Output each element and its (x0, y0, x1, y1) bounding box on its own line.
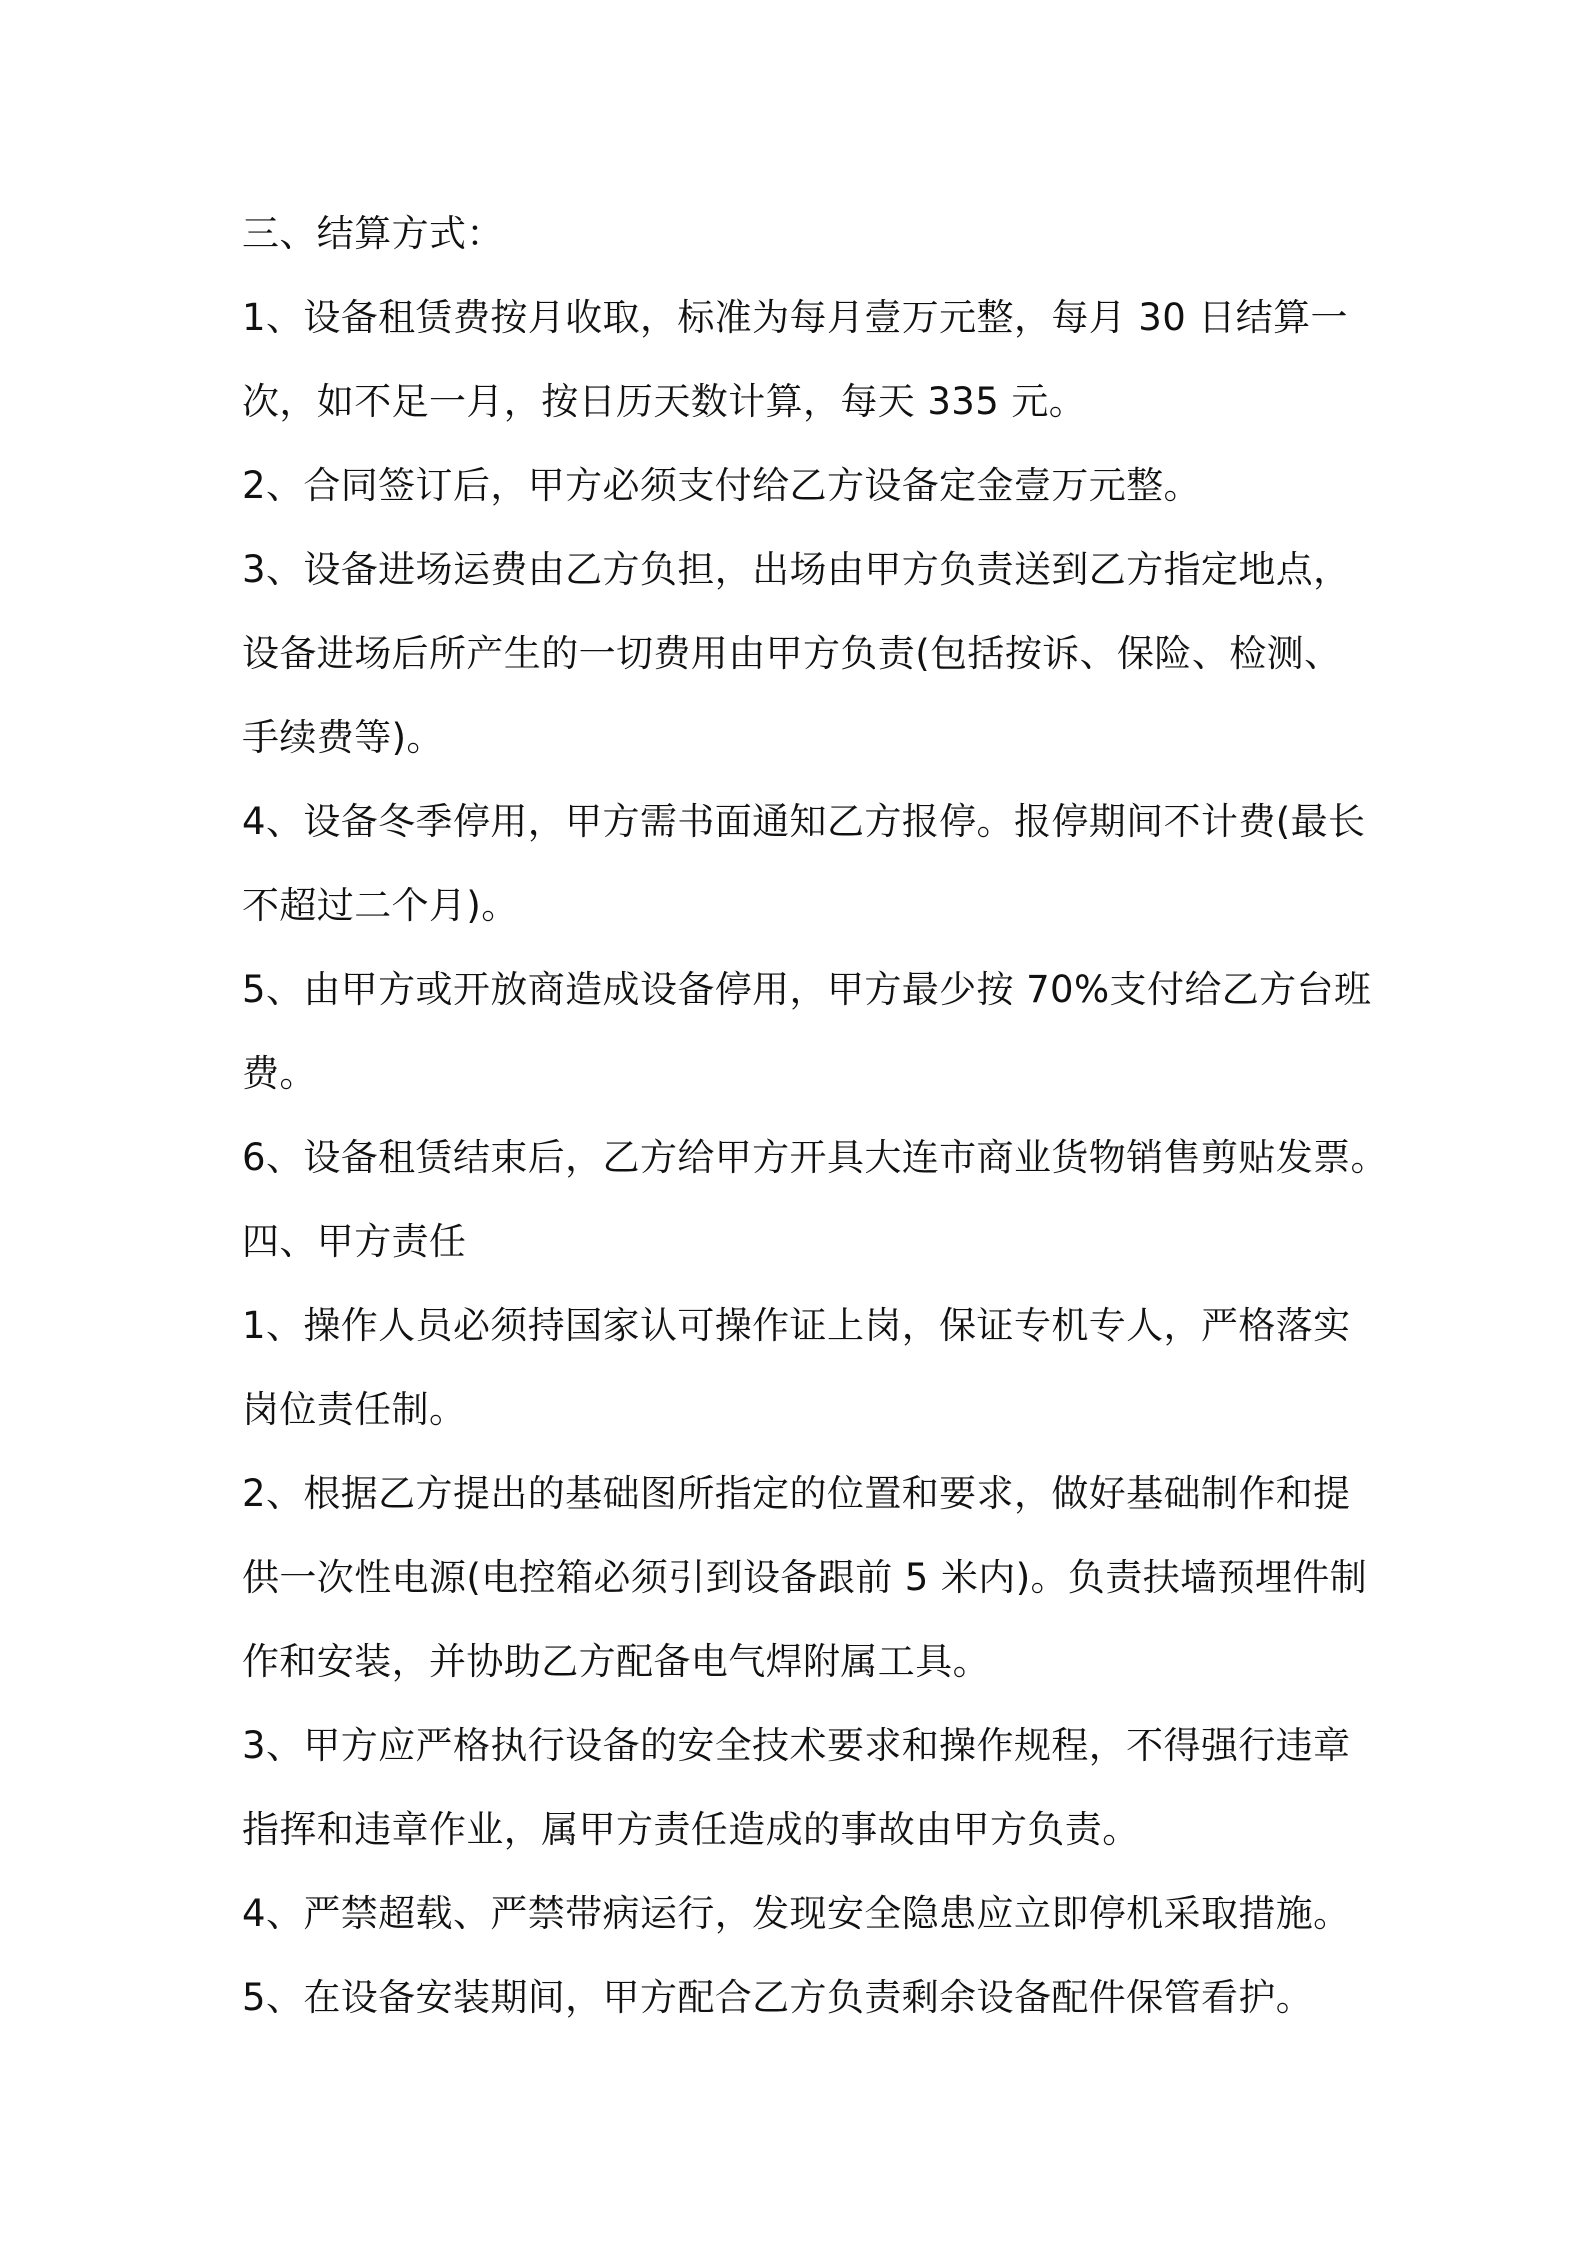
text-line: 2、根据乙方提出的基础图所指定的位置和要求，做好基础制作和提 (242, 1472, 1351, 1515)
text-line: 供一次性电源(电控箱必须引到设备跟前 5 米内)。负责扶墙预埋件制 (242, 1556, 1368, 1599)
text-line: 指挥和违章作业，属甲方责任造成的事故由甲方负责。 (242, 1808, 1140, 1851)
text-line: 4、设备冬季停用，甲方需书面通知乙方报停。报停期间不计费(最长 (242, 800, 1366, 843)
text-line: 1、操作人员必须持国家认可操作证上岗，保证专机专人，严格落实 (242, 1304, 1351, 1347)
section-heading-party-a-duties: 四、甲方责任 (242, 1220, 467, 1263)
text-line: 5、由甲方或开放商造成设备停用，甲方最少按 70%支付给乙方台班 (242, 968, 1372, 1011)
text-line: 岗位责任制。 (242, 1388, 467, 1431)
text-line: 次，如不足一月，按日历天数计算，每天 335 元。 (242, 380, 1087, 423)
text-line: 3、设备进场运费由乙方负担，出场由甲方负责送到乙方指定地点， (242, 548, 1351, 591)
document-body (242, 192, 1387, 2040)
text-line: 2、合同签订后，甲方必须支付给乙方设备定金壹万元整。 (242, 464, 1201, 507)
section-heading-settlement: 三、结算方式： (242, 212, 504, 255)
text-line: 不超过二个月)。 (242, 884, 519, 927)
text-line: 6、设备租赁结束后，乙方给甲方开具大连市商业货物销售剪贴发票。 (242, 1136, 1388, 1179)
text-line: 设备进场后所产生的一切费用由甲方负责(包括按诉、保险、检测、 (242, 632, 1342, 675)
text-line: 费。 (242, 1052, 317, 1095)
text-line: 5、在设备安装期间，甲方配合乙方负责剩余设备配件保管看护。 (242, 1976, 1314, 2019)
text-line: 作和安装，并协助乙方配备电气焊附属工具。 (242, 1640, 990, 1683)
text-line: 3、甲方应严格执行设备的安全技术要求和操作规程，不得强行违章 (242, 1724, 1351, 1767)
text-line: 4、严禁超载、严禁带病运行，发现安全隐患应立即停机采取措施。 (242, 1892, 1351, 1935)
text-line: 手续费等)。 (242, 716, 444, 759)
text-line: 1、设备租赁费按月收取，标准为每月壹万元整，每月 30 日结算一 (242, 296, 1348, 339)
